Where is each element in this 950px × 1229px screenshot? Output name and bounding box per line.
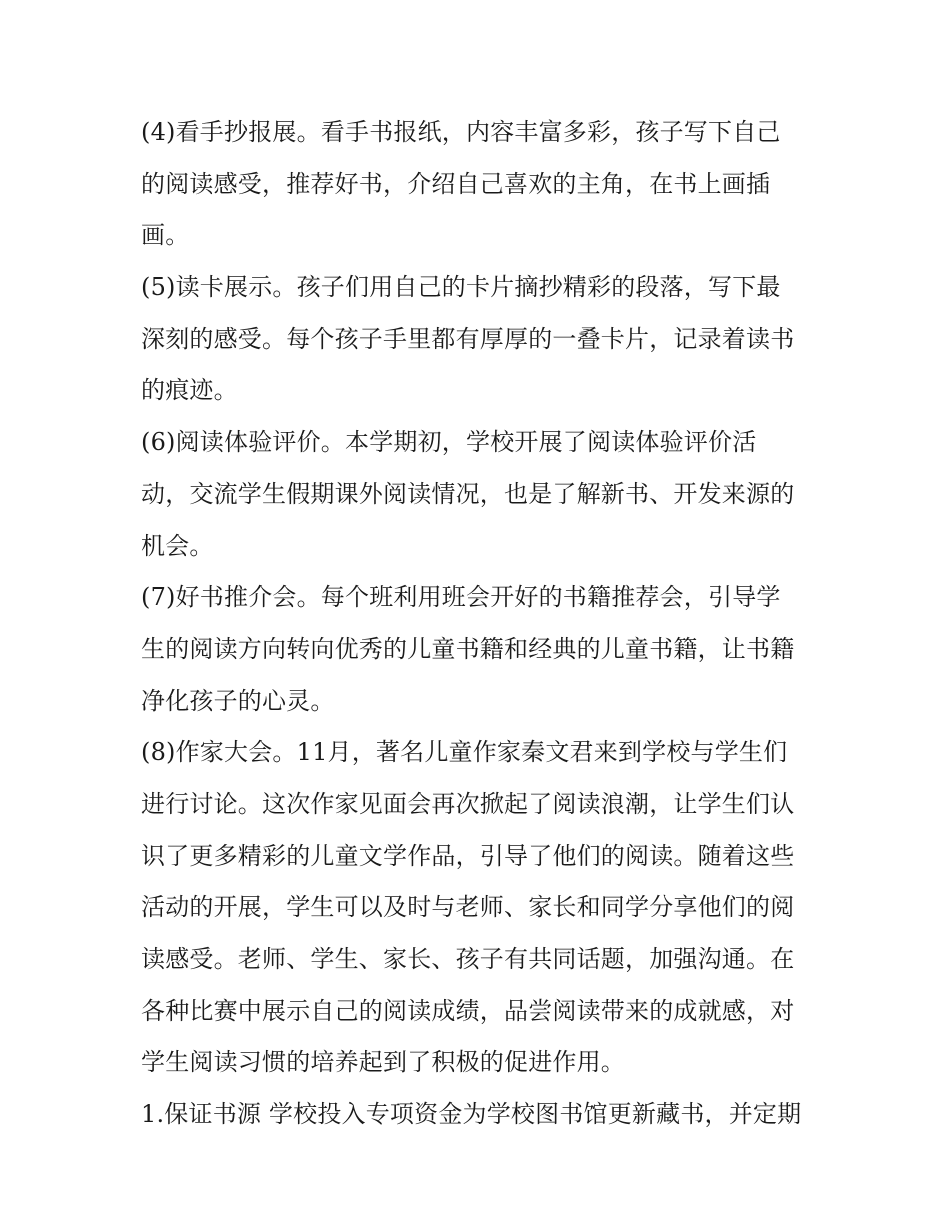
text-line: 净化孩子的心灵。: [141, 686, 335, 715]
text-line: (4)看手抄报展。看手书报纸，内容丰富多彩，孩子写下自己: [141, 118, 781, 146]
text-line: 机会。: [141, 531, 214, 560]
text-line: 深刻的感受。每个孩子手里都有厚厚的一叠卡片，记录着读书: [141, 324, 795, 353]
text-line: 进行讨论。这次作家见面会再次掀起了阅读浪潮，让学生们认: [141, 789, 795, 818]
text-line: 画。: [141, 221, 190, 250]
text-line: 读感受。老师、学生、家长、孩子有共同话题，加强沟通。在: [141, 945, 795, 973]
document-body: [141, 107, 821, 1141]
text-line: 1.保证书源 学校投入专项资金为学校图书馆更新藏书，并定期: [141, 1100, 802, 1129]
text-line: (6)阅读体验评价。本学期初，学校开展了阅读体验评价活: [141, 428, 757, 457]
text-line: 的痕迹。: [141, 376, 238, 405]
text-line: (7)好书推介会。每个班利用班会开好的书籍推荐会，引导学: [141, 583, 781, 612]
text-line: 学生阅读习惯的培养起到了积极的促进作用。: [141, 1048, 625, 1077]
text-line: (8)作家大会。11月，著名儿童作家秦文君来到学校与学生们: [141, 738, 788, 767]
text-line: 生的阅读方向转向优秀的儿童书籍和经典的儿童书籍，让书籍: [141, 634, 795, 663]
text-line: 识了更多精彩的儿童文学作品，引导了他们的阅读。随着这些: [141, 841, 795, 870]
text-line: 的阅读感受，推荐好书，介绍自己喜欢的主角，在书上画插: [141, 169, 771, 198]
text-line: 活动的开展，学生可以及时与老师、家长和同学分享他们的阅: [141, 893, 795, 922]
text-line: (5)读卡展示。孩子们用自己的卡片摘抄精彩的段落，写下最: [141, 273, 781, 302]
text-line: 各种比赛中展示自己的阅读成绩，品尝阅读带来的成就感，对: [141, 996, 795, 1025]
text-line: 动，交流学生假期课外阅读情况，也是了解新书、开发来源的: [141, 479, 795, 508]
